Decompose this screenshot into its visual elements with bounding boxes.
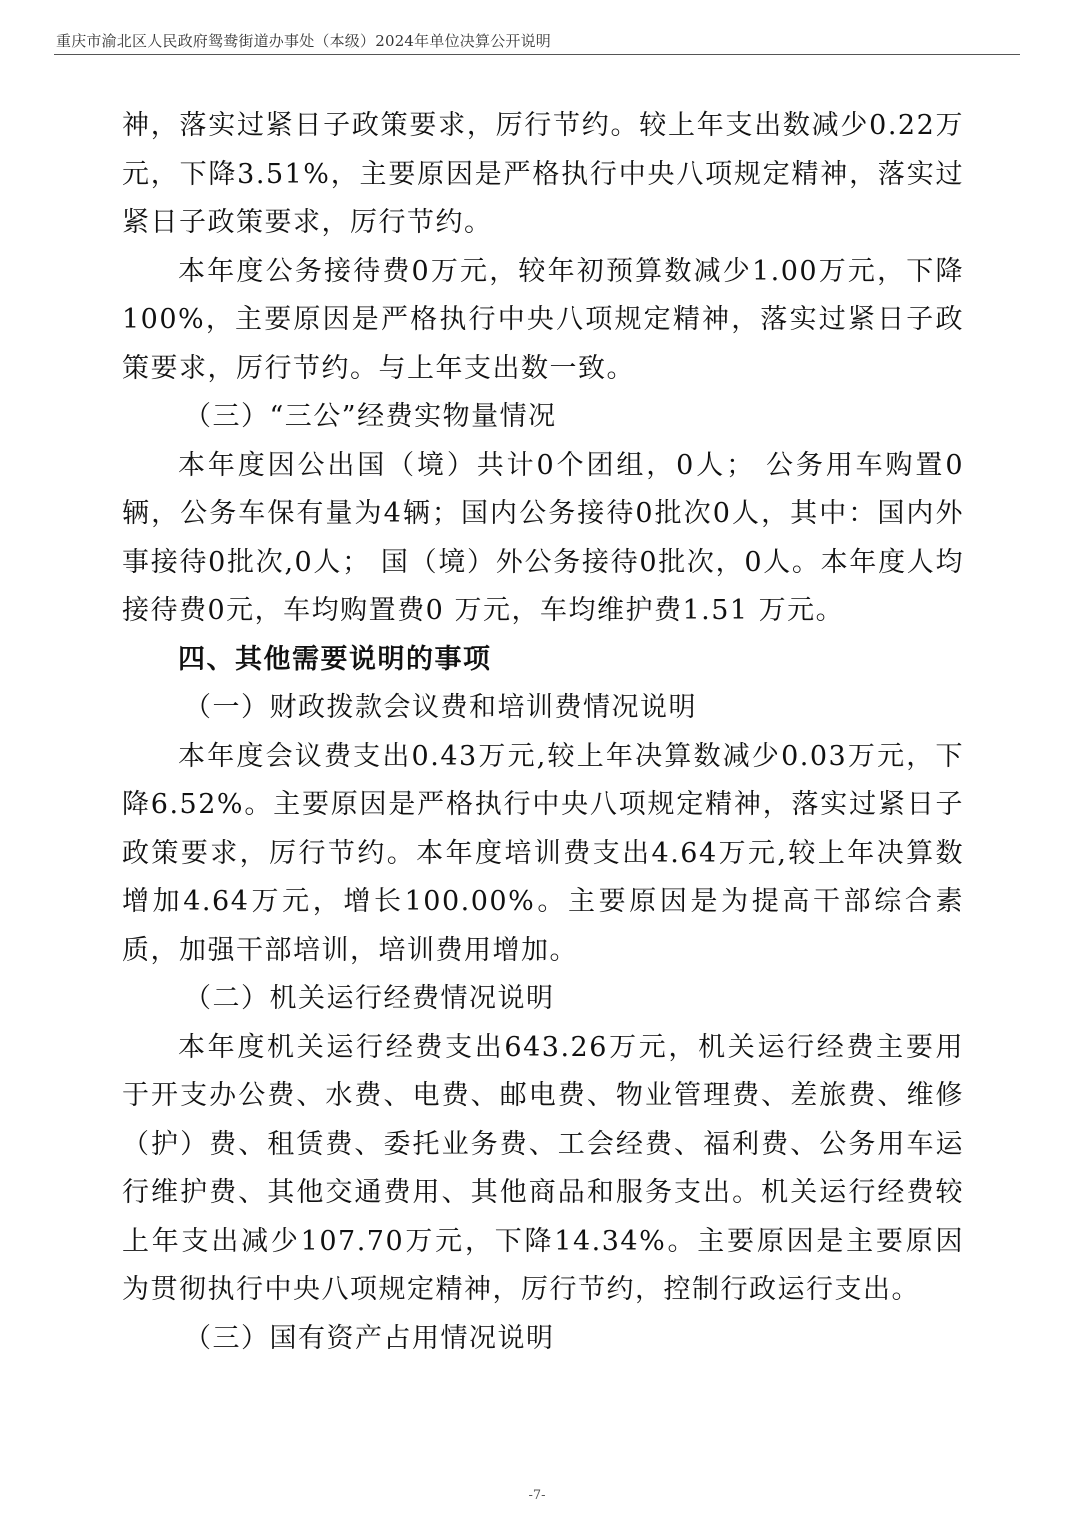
document-header: 重庆市渝北区人民政府鸳鸯街道办事处（本级）2024年单位决算公开说明 xyxy=(56,32,551,50)
heading-operating-expenses: （二）机关运行经费情况说明 xyxy=(184,983,555,1014)
paragraph-three-public-quantity: 本年度因公出国（境）共计0个团组，0人； 公务用车购置0辆，公务车保有量为4辆；国内公务接待0批次0人，其中：国内外事接待0批次,0人； 国（境）外公务接待0批次，0人。本年度人均接待费0元，车均购置费0 万元，车均维护费1.51 万元。 xyxy=(122,449,964,626)
paragraph-vehicle-cost-continued: 神，落实过紧日子政策要求，厉行节约。较上年支出数减少0.22万元，下降3.51%，主要原因是严格执行中央八项规定精神，落实过紧日子政策要求，厉行节约。 xyxy=(122,110,964,238)
paragraph-operating-expenses: 本年度机关运行经费支出643.26万元，机关运行经费主要用于开支办公费、水费、电费、邮电费、物业管理费、差旅费、维修（护）费、租赁费、委托业务费、工会经费、福利费、公务用车运行维护费、其他交通费用、其他商品和服务支出。机关运行经费较上年支出减少107.70万元，下降14.34%。主要原因是主要原因为贯彻执行中央八项规定精神，厉行节约，控制行政运行支出。 xyxy=(122,1031,964,1305)
header-divider xyxy=(54,54,1020,55)
document-body xyxy=(122,102,964,1363)
heading-state-assets: （三）国有资产占用情况说明 xyxy=(184,1322,555,1354)
page-number: -7- xyxy=(528,1488,546,1503)
heading-three-public-quantity: （三）“三公”经费实物量情况 xyxy=(184,401,557,432)
heading-meeting-training: （一）财政拨款会议费和培训费情况说明 xyxy=(184,692,697,723)
paragraph-meeting-training: 本年度会议费支出0.43万元,较上年决算数减少0.03万元，下降6.52%。主要原因是严格执行中央八项规定精神，落实过紧日子政策要求，厉行节约。本年度培训费支出4.64万元,较上年决算数增加4.64万元，增长100.00%。主要原因是为提高干部综合素质，加强干部培训，培训费用增加。 xyxy=(122,740,964,966)
section-heading-other-matters: 四、其他需要说明的事项 xyxy=(178,643,492,675)
paragraph-reception-cost: 本年度公务接待费0万元，较年初预算数减少1.00万元，下降100%，主要原因是严格执行中央八项规定精神，落实过紧日子政策要求，厉行节约。与上年支出数一致。 xyxy=(122,255,964,384)
